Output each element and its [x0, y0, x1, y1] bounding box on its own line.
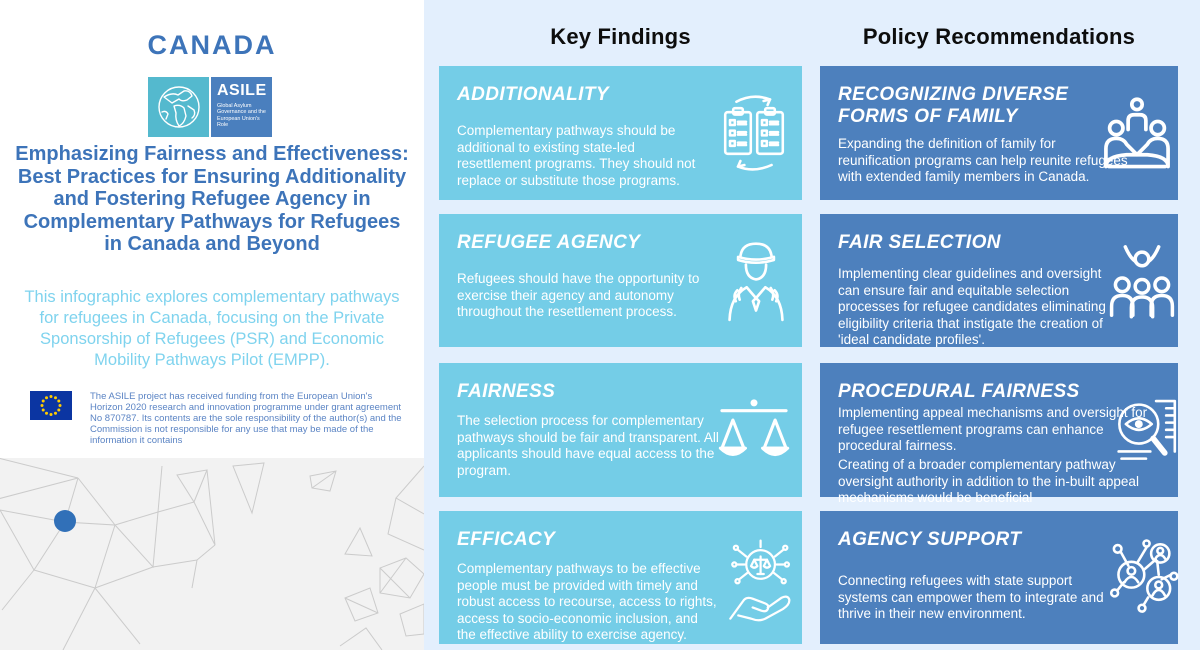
disclaimer-text: The ASILE project has received funding from the European Union's Horizon 2020 research and innovation programme under grant agreement No 870787. Its contents are the sole responsibility of the author(s) and the Commission is not responsible for any use that may be made of the information it contains — [90, 391, 402, 446]
country-title: CANADA — [147, 30, 277, 60]
card-title: PROCEDURAL FAIRNESS — [838, 381, 1080, 402]
card-title: EFFICACY — [457, 529, 556, 550]
subtitle: This infographic explores complementary pathways for refugees in Canada, focusing on the Private Sponsorship of Refugees (PSR) and Economic Mobility Pathways Pilot (EMPP). — [24, 288, 400, 369]
card-fair-selection — [820, 214, 1178, 347]
hand-ethics-icon — [719, 539, 799, 625]
card-body: The selection process for complementary pathways should be fair and transparent. All applicants should have equal access to the program. — [457, 413, 719, 478]
policy-recommendations-heading: Policy Recommendations — [862, 24, 1136, 49]
card-efficacy — [439, 511, 802, 644]
card-diverse-family — [820, 66, 1178, 200]
main-title: Emphasizing Fairness and Effectiveness: Best Practices for Ensuring Additionality and Fostering Refugee Agency in Complementary Pathways for Refugees in Canada and Beyond — [15, 143, 409, 255]
asile-logo-name: ASILE — [217, 82, 267, 99]
globe-icon — [148, 77, 209, 137]
card-body: Refugees should have the opportunity to exercise their agency and autonomy throughout the resettlement process. — [457, 271, 700, 319]
card-title: FAIRNESS — [457, 381, 556, 402]
card-body: Expanding the definition of family for reunification programs can help reunite refugees with extended family members in Canada. — [838, 136, 1128, 184]
left-panel — [0, 0, 424, 650]
geometric-map-pattern — [0, 458, 424, 650]
card-body: Implementing clear guidelines and oversight can ensure fair and equitable selection processes for refugee candidates eliminating eligibility criteria that instigate the creation of 'ideal candidate profiles'. — [838, 266, 1106, 347]
card-fairness — [439, 363, 802, 497]
card-body: Complementary pathways should be additional to existing state-led resettlement programs. They should not replace or substitute those programs. — [457, 123, 696, 188]
card-body: Connecting refugees with state support systems can empower them to integrate and thrive in their new environment. — [838, 573, 1104, 621]
card-title: RECOGNIZING DIVERSE FORMS OF FAMILY — [838, 84, 1069, 127]
clipboards-cycle-icon — [714, 91, 794, 175]
card-refugee-agency — [439, 214, 802, 347]
asile-logo-text — [211, 77, 272, 137]
network-people-icon — [1104, 535, 1180, 619]
card-procedural-fairness — [820, 363, 1178, 505]
family-icon — [1100, 94, 1174, 174]
map-dot — [54, 510, 76, 532]
magnifier-eye-icon — [1110, 395, 1182, 469]
balance-scale-icon — [711, 393, 797, 469]
asile-logo — [148, 77, 272, 137]
funding-disclaimer — [30, 391, 410, 446]
card-title: ADDITIONALITY — [457, 84, 609, 105]
card-body-2: Creating of a broader complementary pathway oversight authority in addition to the in-built appeal mechanisms would be beneficial — [838, 457, 1139, 505]
group-celebration-icon — [1104, 242, 1180, 320]
card-body: Complementary pathways to be effective people must be provided with timely and robust access to recourse, access to rights, access to socio-economic inclusion, and the effective ability to exercise agency. — [457, 561, 717, 642]
card-title: REFUGEE AGENCY — [457, 232, 641, 253]
card-additionality — [439, 66, 802, 200]
card-body: Implementing appeal mechanisms and oversight for refugee resettlement programs can enhance procedural fairness. — [838, 405, 1148, 453]
asile-logo-tagline: Global Asylum Governance and the European Union's Role — [217, 103, 266, 129]
key-findings-heading: Key Findings — [550, 24, 691, 49]
card-title: FAIR SELECTION — [838, 232, 1001, 253]
map-lines — [0, 458, 424, 650]
card-agency-support — [820, 511, 1178, 644]
person-cap-icon — [717, 239, 795, 323]
card-title: AGENCY SUPPORT — [838, 529, 1022, 550]
eu-flag-icon — [30, 391, 72, 420]
